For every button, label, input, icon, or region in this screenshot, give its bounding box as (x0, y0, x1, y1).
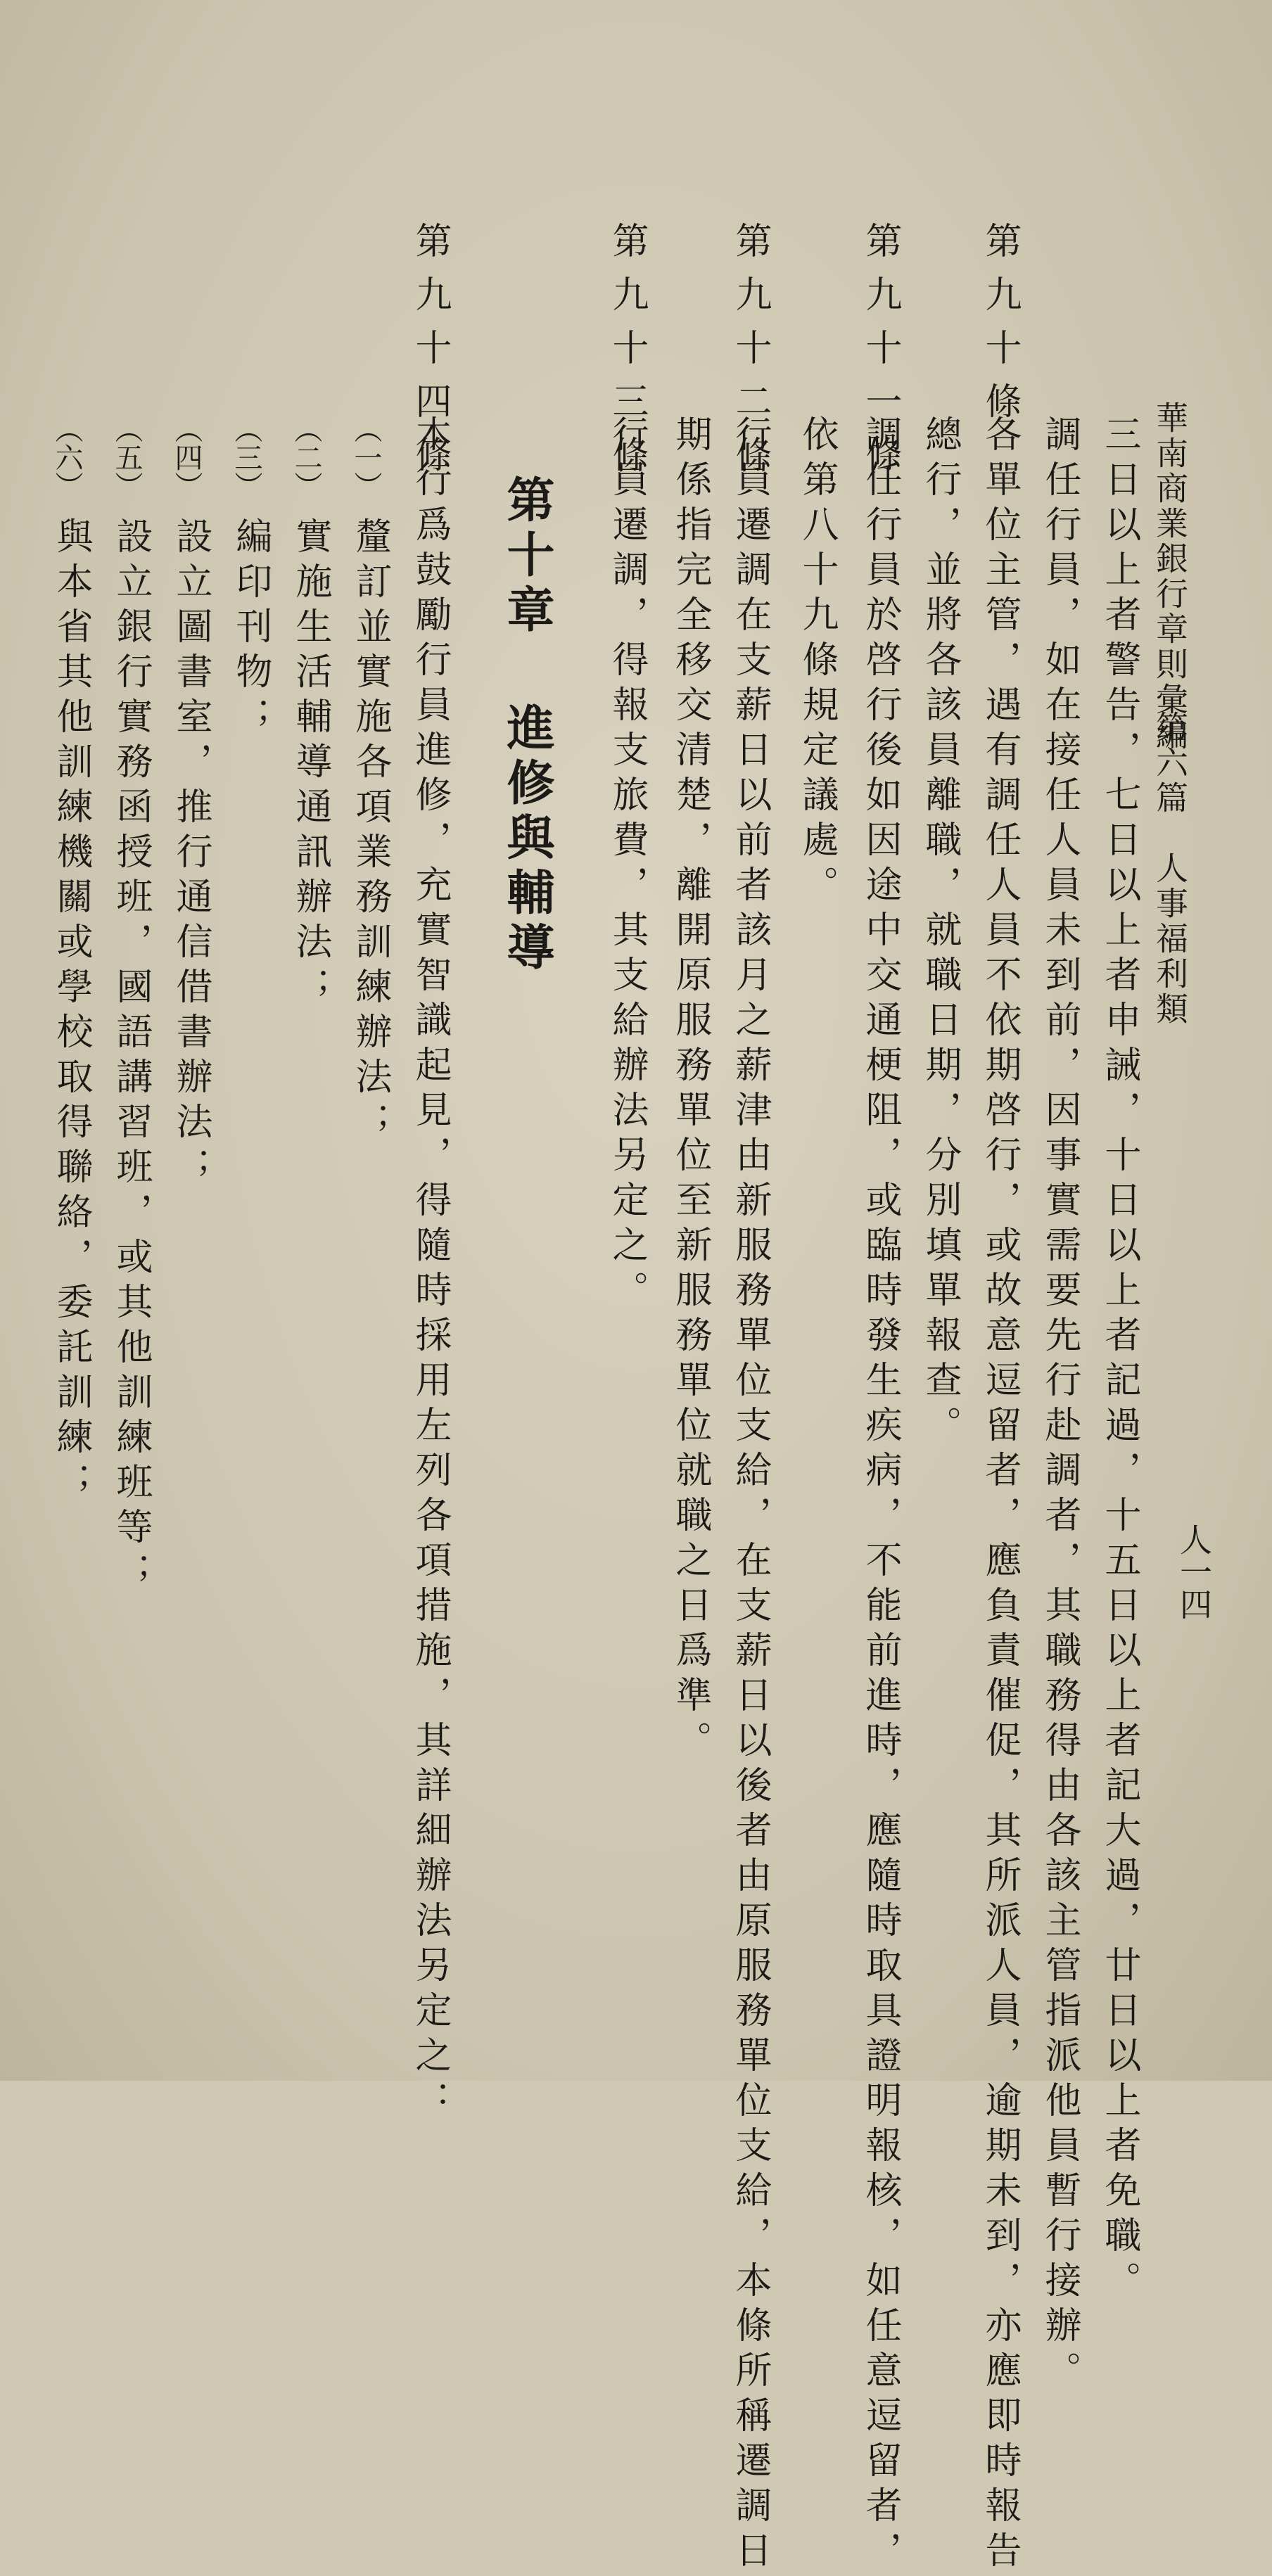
list-item: 與本省其他訓練機關或學校取得聯絡，委託訓練； (50, 517, 92, 1507)
article-label-92: 第九十二條 (729, 222, 771, 489)
text-line: 行員遷調，得報支旅費，其支給辦法另定之。 (606, 415, 648, 1315)
text-line: 各單位主管，遇有調任人員不依期啓行，或故意逗留者，應負責催促，其所派人員，逾期未到，亦應即時報告 (979, 415, 1021, 2576)
text-line: 本行爲鼓勵行員進修，充實智識起見，得隨時採用左列各項措施，其詳細辦法另定之： (409, 415, 451, 2126)
text-line: 期係指完全移交清楚，離開原服務單位至新服務單位就職之日爲準。 (669, 415, 711, 1766)
text-line: 總行，並將各該員離職，就職日期，分別填單報查。 (919, 415, 961, 1450)
chapter-number: 第十章 (499, 475, 555, 639)
text-line: 調任行員，如在接任人員未到前，因事實需要先行赴調者，其職務得由各該主管指派他員暫行接辦。 (1038, 415, 1081, 2396)
item-marker: （六） (51, 415, 83, 499)
chapter-heading (499, 475, 555, 977)
article-label-94: 第九十四條 (409, 222, 451, 489)
article-label-90: 第九十條 (979, 222, 1021, 435)
list-item: 釐訂並實施各項業務訓練辦法； (349, 517, 391, 1147)
item-marker: （三） (230, 415, 262, 499)
list-item: 設立銀行實務函授班，國語講習班，或其他訓練班等； (110, 517, 152, 1598)
item-marker: （二） (290, 415, 322, 499)
text-line: 依第八十九條規定議處。 (796, 415, 838, 910)
list-item: 設立圖書室，推行通信借書辦法； (170, 517, 212, 1192)
chapter-title: 進修與輔導 (499, 703, 555, 977)
section-title: 第六篇 人事福利類 (1151, 710, 1189, 1027)
text-line: 調任行員於啓行後如因途中交通梗阻，或臨時發生疾病，不能前進時，應隨時取具證明報核，如任意逗留者， (859, 415, 901, 2576)
text-line: 行員遷調在支薪日以前者該月之薪津由新服務單位支給，在支薪日以後者由原服務單位支給，本條所稱遷調日 (729, 415, 771, 2576)
item-marker: （一） (350, 415, 382, 499)
article-label-91: 第九十一條 (859, 222, 901, 489)
list-item: 編印刊物； (229, 517, 272, 742)
page-number: 人一四 (1175, 1523, 1213, 1620)
item-marker: （五） (110, 415, 143, 499)
text-line: 三日以上者警告，七日以上者申誡，十日以上者記過，十五日以上者記大過，廿日以上者免職。 (1098, 415, 1140, 2306)
article-label-93: 第九十三條 (606, 222, 648, 489)
list-item: 實施生活輔導通訊辦法； (289, 517, 331, 1012)
book-title: 華南商業銀行章則彙編 (1151, 401, 1189, 753)
item-marker: （四） (170, 415, 203, 499)
